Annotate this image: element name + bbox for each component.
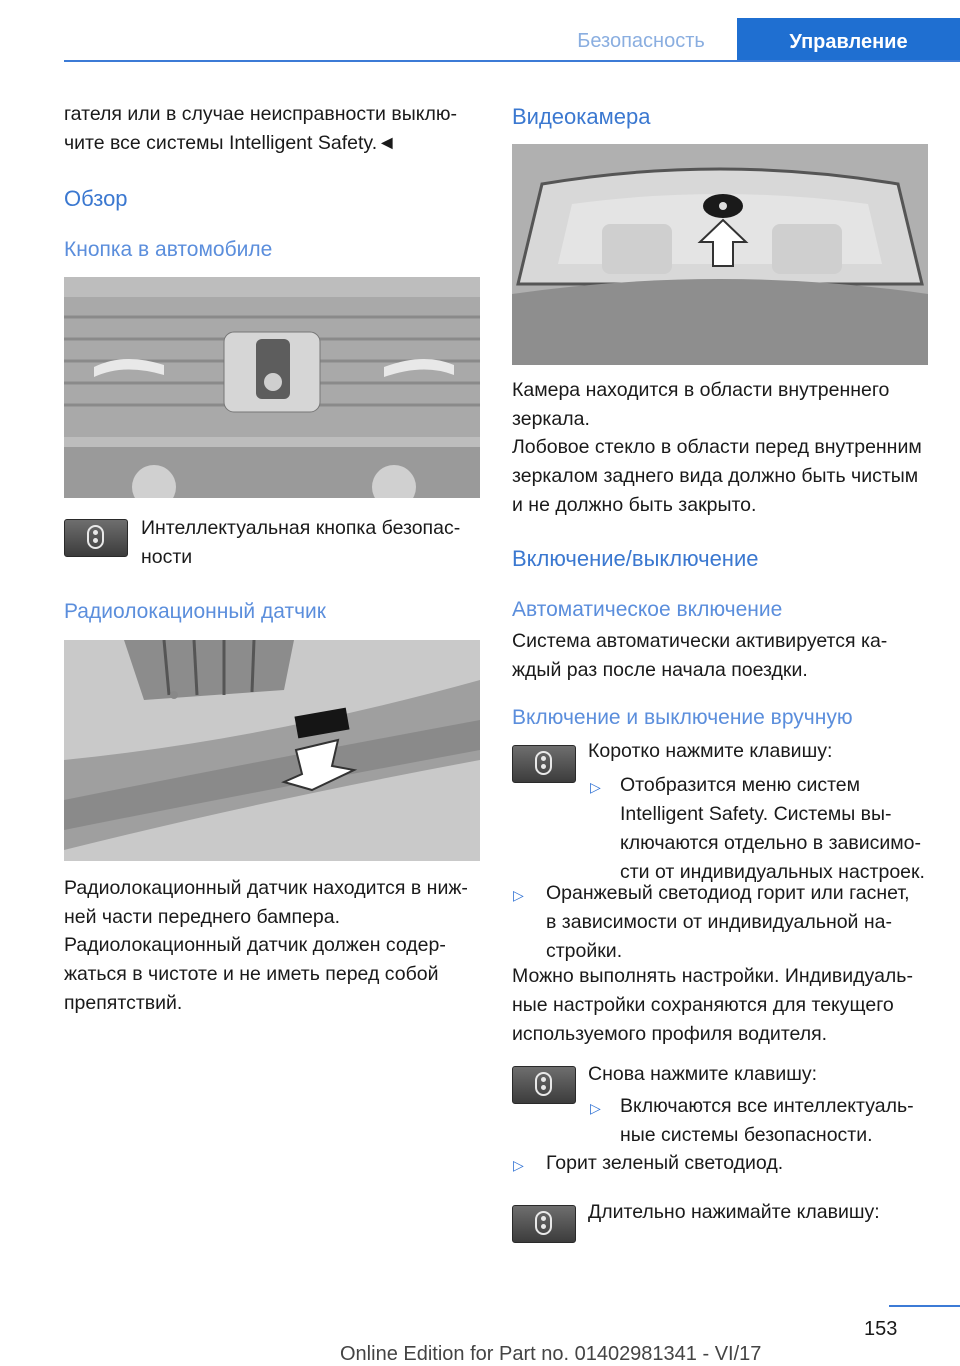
bullet-item: Оранжевый светодиод горит или гаснет, в зависимости от индивидуальной на- стройки.	[546, 882, 910, 962]
footer-rule	[889, 1305, 960, 1307]
intro-line: гателя или в случае неисправности выклю-	[64, 103, 457, 125]
heading-overview: Обзор	[64, 186, 128, 211]
safety-button-icon	[512, 745, 576, 783]
settings-paragraph: Можно выполнять настройки. Индивидуаль- ные настройки сохраняются для текущего используемого профиля водителя.	[512, 965, 913, 1045]
radar-paragraph-1: Радиолокационный датчик находится в ниж- ней части переднего бампера.	[64, 877, 468, 928]
camera-paragraph-1: Камера находится в области внутреннего зеркала.	[512, 379, 890, 430]
button-caption: Интеллектуальная кнопка безопас- ности	[141, 517, 461, 568]
bullet-triangle-icon: ▷	[590, 779, 601, 795]
bullet-item: Отобразится меню систем Intelligent Safety. Системы вы- ключаются отдельно в зависимо- сти от индивидуальных настроек.	[620, 774, 925, 883]
left-intro	[64, 100, 480, 158]
bullet-triangle-icon: ▷	[513, 887, 524, 903]
edition-text: Online Edition for Part no. 01402981341 - VI/17	[340, 1343, 762, 1365]
heading-camera: Видеокамера	[512, 104, 651, 129]
intro-line: чите все системы Intelligent Safety.◄	[64, 132, 397, 154]
heading-button: Кнопка в автомобиле	[64, 238, 273, 261]
radar-paragraph-2: Радиолокационный датчик должен содер- жаться в чистоте и не иметь перед собой препятствий.	[64, 934, 446, 1014]
bullet-triangle-icon: ▷	[513, 1157, 524, 1173]
camera-paragraph-2: Лобовое стекло в области перед внутренним зеркалом заднего вида должно быть чистым и не должно быть закрыто.	[512, 436, 922, 516]
page-number: 153	[864, 1318, 898, 1340]
heading-manual: Включение и выключение вручную	[512, 706, 853, 729]
heading-on-off: Включение/выключение	[512, 546, 759, 571]
bullet-item: Включаются все интеллектуаль- ные системы безопасности.	[620, 1095, 914, 1146]
press-long-text: Длительно нажимайте клавишу:	[588, 1201, 880, 1223]
camera-image	[512, 144, 928, 365]
safety-button-icon	[512, 1205, 576, 1243]
press-again-text: Снова нажмите клавишу:	[588, 1063, 818, 1085]
header-tab[interactable]: Управление	[737, 18, 960, 62]
header-section: Безопасность	[577, 30, 705, 52]
dashboard-button-image	[64, 277, 480, 498]
press-short-text: Коротко нажмите клавишу:	[588, 740, 833, 762]
radar-sensor-image	[64, 640, 480, 861]
bullet-item: Горит зеленый светодиод.	[546, 1152, 784, 1174]
auto-paragraph: Система автоматически активируется ка- ждый раз после начала поездки.	[512, 630, 888, 681]
header-rule	[64, 60, 960, 62]
bullet-triangle-icon: ▷	[590, 1100, 601, 1116]
safety-button-icon	[64, 519, 128, 557]
safety-button-icon	[512, 1066, 576, 1104]
heading-radar: Радиолокационный датчик	[64, 600, 326, 623]
heading-auto: Автоматическое включение	[512, 598, 783, 621]
